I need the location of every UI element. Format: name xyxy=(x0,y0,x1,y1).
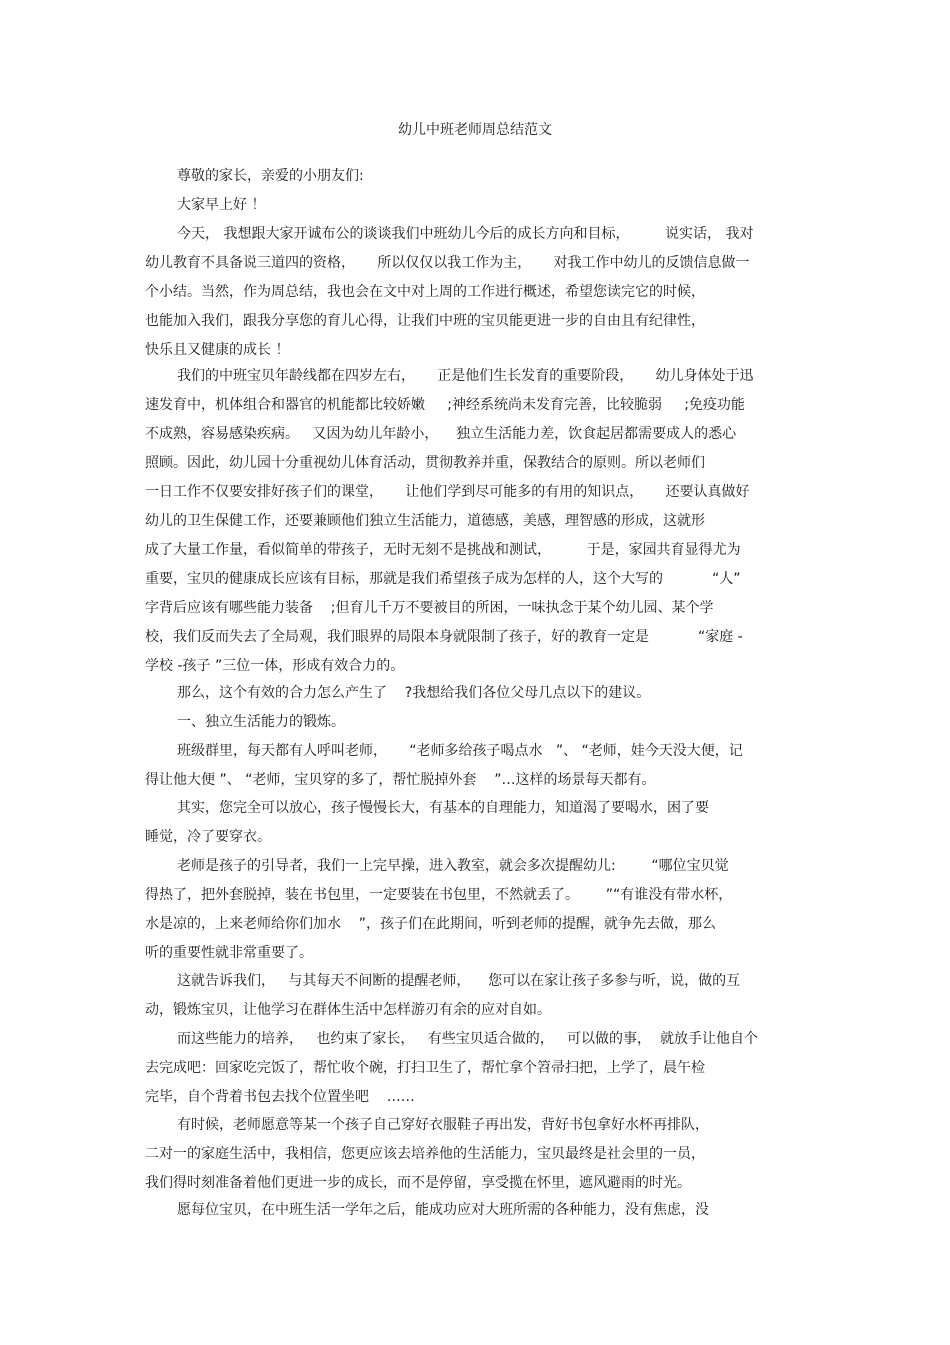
text-line: 照顾。因此，幼儿园十分重视幼儿体育活动，贯彻教养并重，保教结合的原则。所以老师们 xyxy=(145,455,705,471)
text-line: 也能加入我们，跟我分享您的育儿心得，让我们中班的宝贝能更进一步的自由且有纪律性， xyxy=(145,313,705,329)
text-line: 成了大量工作量，看似简单的带孩子，无时无刻不是挑战和测试， 于是，家园共育显得尤为 xyxy=(145,542,741,558)
text-line: 不成熟，容易感染疾病。 又因为幼儿年龄小， 独立生活能力差，饮食起居都需要成人的悉心 xyxy=(145,426,737,442)
text-line: 班级群里，每天都有人呼叫老师， “老师多给孩子喝点水 ”、 “老师，娃今天没大便，记 xyxy=(177,743,743,759)
text-line: 重要，宝贝的健康成长应该有目标，那就是我们希望孩子成为怎样的人，这个大写的 “人” xyxy=(145,571,741,587)
text-line: 我们的中班宝贝年龄线都在四岁左右， 正是他们生长发育的重要阶段， 幼儿身体处于迅 xyxy=(177,368,754,384)
text-line: 一日工作不仅要安排好孩子们的课堂， 让他们学到尽可能多的有用的知识点， 还要认真做好 xyxy=(145,484,750,500)
text-line: 睡觉，冷了要穿衣。 xyxy=(145,829,271,845)
text-line: 得让他大便 ”、 “老师，宝贝穿的多了，帮忙脱掉外套 ”…这样的场景每天都有。 xyxy=(145,772,656,788)
text-line: 幼儿教育不具备说三道四的资格， 所以仅仅以我工作为主， 对我工作中幼儿的反馈信息做一 xyxy=(145,255,750,271)
text-line: 字背后应该有哪些能力装备 ;但育儿千万不要被目的所困，一味执念于某个幼儿园、某个学 xyxy=(145,600,714,616)
text-line: 大家早上好 ！ xyxy=(177,197,266,213)
text-line: 其实，您完全可以放心，孩子慢慢长大，有基本的自理能力，知道渴了要喝水，困了要 xyxy=(177,800,709,816)
text-line: 动，锻炼宝贝，让他学习在群体生活中怎样游刃有余的应对自如。 xyxy=(145,1002,551,1018)
text-line: 得热了，把外套脱掉，装在书包里，一定要装在书包里，不然就丢了。 ”“有谁没有带水杯， xyxy=(145,887,733,903)
text-line: 完毕，自个背着书包去找个位置坐吧 …… xyxy=(145,1089,415,1105)
text-line: 校，我们反而失去了全局观，我们眼界的局限本身就限制了孩子，好的教育一定是 “家庭 - xyxy=(145,629,743,645)
text-line: 我们得时刻准备着他们更进一步的成长，而不是停留，享受揽在怀里，遮风避雨的时光。 xyxy=(145,1175,691,1191)
text-line: 这就告诉我们， 与其每天不间断的提醒老师， 您可以在家让孩子多参与听，说，做的互 xyxy=(177,973,741,989)
text-line: 老师是孩子的引导者，我们一上完早操，进入教室，就会多次提醒幼儿: “哪位宝贝觉 xyxy=(177,858,729,874)
text-line: 今天， 我想跟大家开诚布公的谈谈我们中班幼儿今后的成长方向和目标， 说实话， 我对 xyxy=(177,226,754,242)
text-line: 听的重要性就非常重要了。 xyxy=(145,945,313,961)
text-line: 一、独立生活能力的锻炼。 xyxy=(177,714,345,730)
text-line: 尊敬的家长，亲爱的小朋友们: xyxy=(177,168,364,184)
text-line: 水是凉的，上来老师给你们加水 ”，孩子们在此期间，听到老师的提醒，就争先去做，那么 xyxy=(145,916,717,932)
text-line: 那么，这个有效的合力怎么产生了 ?我想给我们各位父母几点以下的建议。 xyxy=(177,685,651,701)
text-line: 愿每位宝贝，在中班生活一学年之后，能成功应对大班所需的各种能力，没有焦虑，没 xyxy=(177,1202,709,1218)
text-line: 二对一的家庭生活中，我相信，您更应该去培养他的生活能力，宝贝最终是社会里的一员， xyxy=(145,1146,705,1162)
text-line: 幼儿的卫生保健工作，还要兼顾他们独立生活能力，道德感，美感，理智感的形成，这就形 xyxy=(145,513,705,529)
text-line: 速发育中，机体组合和器官的机能都比较娇嫩 ;神经系统尚未发育完善，比较脆弱 ;免疫功能 xyxy=(145,397,745,413)
document-title: 幼儿中班老师周总结范文 xyxy=(398,122,552,138)
text-line: 去完成吧：回家吃完饭了，帮忙收个碗，打扫卫生了，帮忙拿个笤帚扫把，上学了，晨午检 xyxy=(145,1060,705,1076)
text-line: 个小结。当然，作为周总结，我也会在文中对上周的工作进行概述，希望您读完它的时候， xyxy=(145,284,705,300)
text-line: 快乐且又健康的成长 ！ xyxy=(145,342,290,358)
text-line: 而这些能力的培养， 也约束了家长， 有些宝贝适合做的， 可以做的事， 就放手让他自个 xyxy=(177,1031,758,1047)
text-line: 学校 -孩子 ”三位一体，形成有效合力的。 xyxy=(145,658,405,674)
text-line: 有时候，老师愿意等某一个孩子自己穿好衣服鞋子再出发，背好书包拿好水杯再排队， xyxy=(177,1117,709,1133)
